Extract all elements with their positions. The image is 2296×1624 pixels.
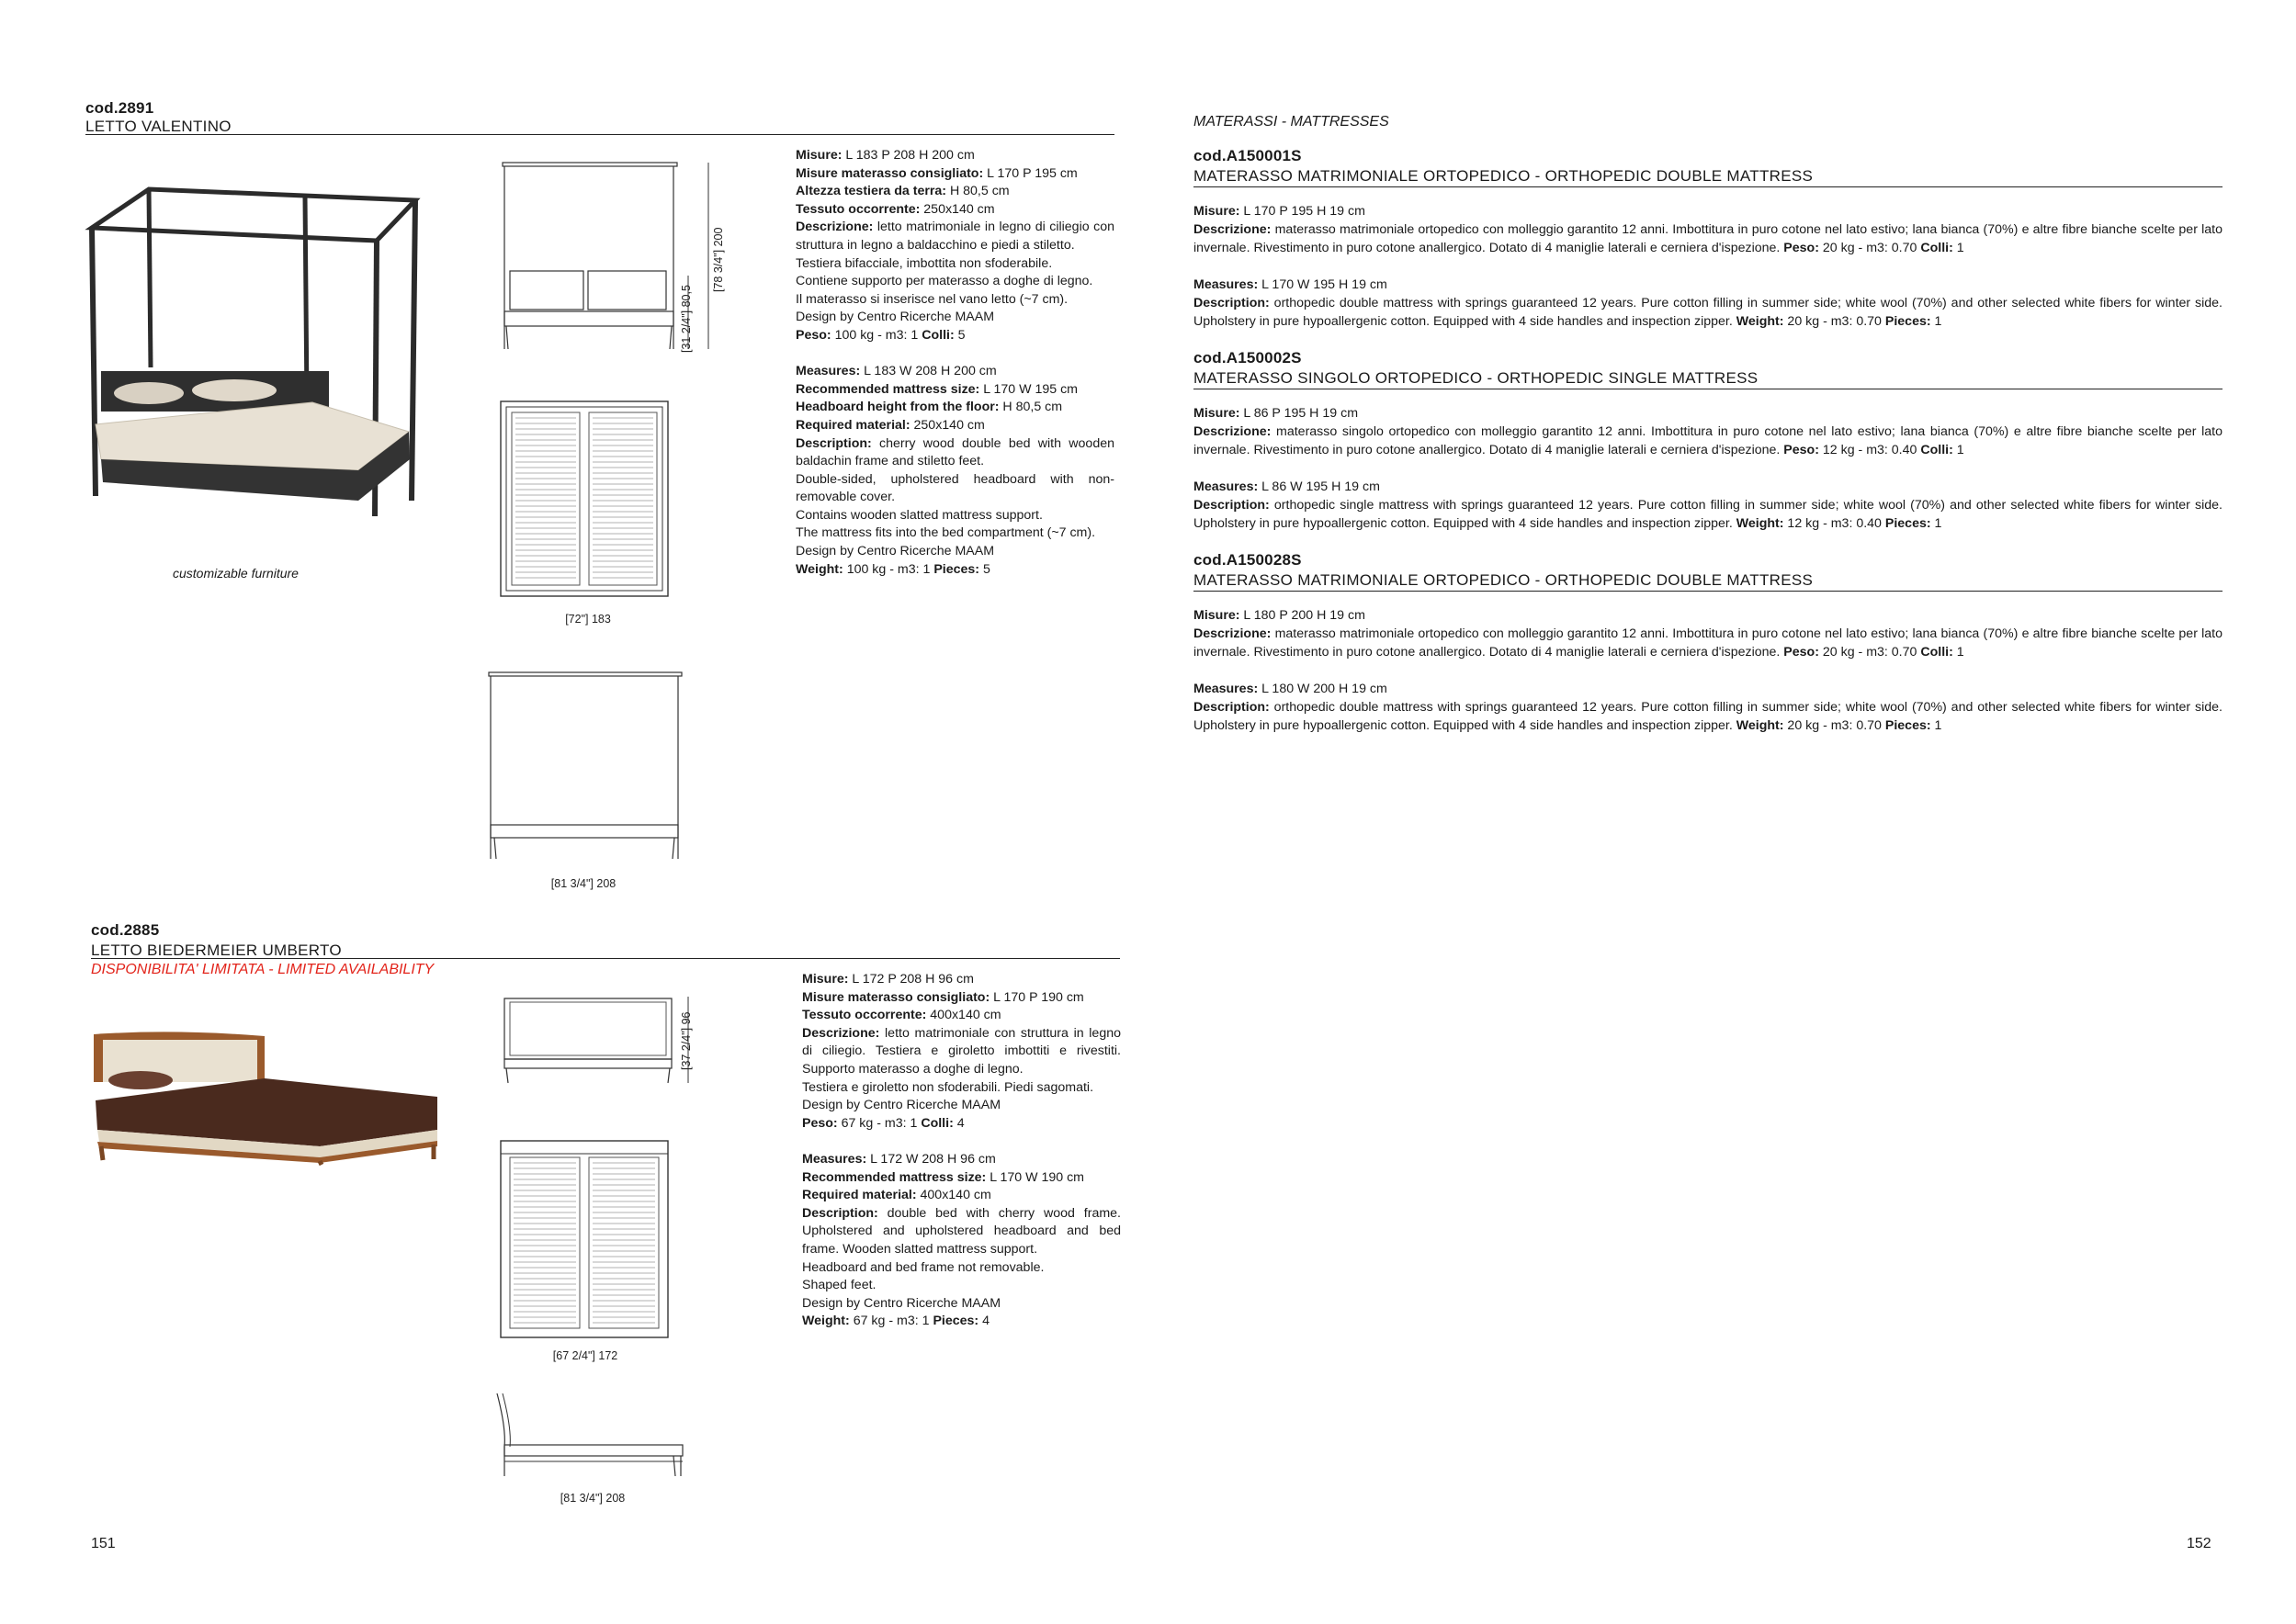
- product2-specs-it: [802, 971, 1121, 1115]
- product1-caption: customizable furniture: [173, 566, 299, 581]
- product2-photo: [90, 1027, 444, 1165]
- spec-line: Required material: 400x140 cm: [802, 1188, 991, 1203]
- mattress-rule: [1193, 591, 2222, 592]
- mattress-item: [1193, 551, 2222, 735]
- product2-dim-length: [81 3/4"] 208: [560, 1492, 626, 1505]
- spec-line: Descrizione: letto matrimoniale in legno di ciliegio con struttura in legno a baldacchino e piedi a stiletto.: [796, 220, 1114, 253]
- spec-line: Misure: L 183 P 208 H 200 cm: [796, 148, 975, 163]
- spec-line: Shaped feet.: [802, 1278, 877, 1293]
- spec-line: Testiera bifacciale, imbottita non sfoderabile.: [796, 255, 1053, 271]
- spec-line: Headboard height from the floor: H 80,5 cm: [796, 400, 1063, 415]
- mattress-item: [1193, 349, 2222, 533]
- spec-line: Measures: L 183 W 208 H 200 cm: [796, 364, 997, 379]
- spec-line: Design by Centro Ricerche MAAM: [802, 1295, 1001, 1311]
- product2-specs-en: [802, 1151, 1121, 1313]
- product1-dim-headboard: [31 2/4"] 80,5: [680, 285, 693, 353]
- spec-line: Tessuto occorrente: 250x140 cm: [796, 201, 995, 217]
- product1-specs-it: [796, 147, 1114, 327]
- page-number-left: 151: [91, 1536, 116, 1551]
- product2-front-drawing: [501, 995, 675, 1087]
- mattress-en: Measures: L 180 W 200 H 19 cm Description: orthopedic double mattress with springs guaranteed 12 years. Pure cotton filling in summer side; white wool (70%) and other selected white fibers for winter side. Upholstery in pure hypoallergenic cotton. Equipped with 4 side handles and inspection zipper. Weight: 20 kg - m3: 0.70 Pieces: 1: [1193, 682, 2222, 733]
- mattress-it: Misure: L 170 P 195 H 19 cm Descrizione: materasso matrimoniale ortopedico con molleggio garantito 12 anni. Imbottitura in puro cotone nel lato estivo; lana bianca (70%) e altre fibre bianche scelte per lato invernale. Rivestimento in puro cotone anallergico. Dotato di 4 maniglie laterali e cerniera d'ispezione. Peso: 20 kg - m3: 0.70 Colli: 1: [1193, 204, 2222, 255]
- spec-line: The mattress fits into the bed compartment (~7 cm).: [796, 525, 1096, 541]
- product1-side-drawing: [487, 671, 684, 863]
- mattress-item: [1193, 147, 2222, 331]
- page-number-right: 152: [2187, 1536, 2211, 1551]
- spec-line: Testiera e giroletto non sfoderabili. Piedi sagomati.: [802, 1079, 1094, 1095]
- product1-dim-height: [78 3/4"] 200: [712, 227, 725, 292]
- section-title: MATERASSI - MATTRESSES: [1193, 114, 1389, 130]
- spec-line: Tessuto occorrente: 400x140 cm: [802, 1008, 1001, 1023]
- spec-line: Il materasso si inserisce nel vano letto (~7 cm).: [796, 291, 1069, 307]
- spec-line: Measures: L 172 W 208 H 96 cm: [802, 1151, 996, 1167]
- mattress-en: Measures: L 86 W 195 H 19 cm Description: orthopedic single mattress with springs guaranteed 12 years. Pure cotton filling in summer side; white wool (70%) and other selected white fibers for winter side. Upholstery in pure hypoallergenic cotton. Equipped with 4 side handles and inspection zipper. Weight: 12 kg - m3: 0.40 Pieces: 1: [1193, 479, 2222, 531]
- spec-line: Misure materasso consigliato: L 170 P 190 cm: [802, 989, 1084, 1005]
- spec-line: Design by Centro Ricerche MAAM: [796, 544, 995, 559]
- product2-plan-drawing: [499, 1139, 673, 1341]
- spec-line: Design by Centro Ricerche MAAM: [796, 310, 995, 325]
- product1-specs-en: [796, 363, 1114, 561]
- product1-rule: [85, 134, 1114, 135]
- product1-dim-length: [81 3/4"] 208: [550, 877, 616, 890]
- mattress-it: Misure: L 86 P 195 H 19 cm Descrizione: materasso singolo ortopedico con molleggio garantito 12 anni. Imbottitura in puro cotone nel lato estivo; lana bianca (70%) e altre fibre bianche scelte per lato invernale. Rivestimento in puro cotone anallergico. Dotato di 4 maniglie laterali e cerniera d'ispezione. Peso: 12 kg - m3: 0.40 Colli: 1: [1193, 406, 2222, 457]
- spec-line: Descrizione: letto matrimoniale con struttura in legno di ciliegio. Testiera e giroletto imbottiti e rivestiti. Supporto materasso a doghe di legno.: [802, 1025, 1121, 1077]
- product1-weight-it: Peso: 100 kg - m3: 1 Colli: 5: [796, 327, 966, 343]
- product2-side-drawing: [493, 1392, 686, 1479]
- product1-photo: [83, 184, 432, 524]
- product2-availability: DISPONIBILITA' LIMITATA - LIMITED AVAILABILITY: [91, 962, 435, 977]
- product1-weight-en: Weight: 100 kg - m3: 1 Pieces: 5: [796, 561, 990, 577]
- mattress-name: MATERASSO MATRIMONIALE ORTOPEDICO - ORTHOPEDIC DOUBLE MATTRESS: [1193, 571, 1814, 589]
- spec-line: Required material: 250x140 cm: [796, 417, 985, 433]
- spec-line: Design by Centro Ricerche MAAM: [802, 1098, 1001, 1113]
- product1-plan-drawing: [499, 400, 673, 602]
- product2-code: cod.2885: [91, 921, 160, 939]
- spec-line: Headboard and bed frame not removable.: [802, 1259, 1045, 1275]
- spec-line: Contains wooden slatted mattress support.: [796, 507, 1043, 523]
- product2-weight-en: Weight: 67 kg - m3: 1 Pieces: 4: [802, 1314, 990, 1329]
- product1-name: LETTO VALENTINO: [85, 118, 232, 135]
- spec-line: Double-sided, upholstered headboard with non-removable cover.: [796, 471, 1114, 505]
- product1-specs: [796, 147, 1114, 579]
- mattress-en: Measures: L 170 W 195 H 19 cm Description: orthopedic double mattress with springs guaranteed 12 years. Pure cotton filling in summer side; white wool (70%) and other selected white fibers for winter side. Upholstery in pure hypoallergenic cotton. Equipped with 4 side handles and inspection zipper. Weight: 20 kg - m3: 0.70 Pieces: 1: [1193, 277, 2222, 329]
- mattress-name: MATERASSO MATRIMONIALE ORTOPEDICO - ORTHOPEDIC DOUBLE MATTRESS: [1193, 167, 1814, 185]
- spec-line: Altezza testiera da terra: H 80,5 cm: [796, 184, 1010, 199]
- spec-line: Contiene supporto per materasso a doghe di legno.: [796, 274, 1093, 289]
- spec-line: Misure materasso consigliato: L 170 P 195 cm: [796, 165, 1078, 181]
- mattress-code: cod.A150001S: [1193, 147, 1302, 164]
- product1-code: cod.2891: [85, 99, 154, 117]
- mattress-name: MATERASSO SINGOLO ORTOPEDICO - ORTHOPEDIC SINGLE MATTRESS: [1193, 369, 1759, 387]
- spec-line: Description: double bed with cherry wood frame. Upholstered and upholstered headboard and bed frame. Wooden slatted mattress support.: [802, 1205, 1121, 1257]
- mattress-code: cod.A150028S: [1193, 551, 1302, 569]
- spec-line: Description: cherry wood double bed with wooden baldachin frame and stiletto feet.: [796, 435, 1114, 469]
- product2-dim-height: [37 2/4"] 96: [680, 1011, 693, 1070]
- mattress-rule: [1193, 186, 2222, 187]
- product1-dim-width: [72"] 183: [565, 613, 611, 626]
- product2-name: LETTO BIEDERMEIER UMBERTO: [91, 942, 342, 959]
- spec-line: Recommended mattress size: L 170 W 195 cm: [796, 381, 1078, 397]
- mattress-it: Misure: L 180 P 200 H 19 cm Descrizione: materasso matrimoniale ortopedico con molleggio garantito 12 anni. Imbottitura in puro cotone nel lato estivo; lana bianca (70%) e altre fibre bianche scelte per lato invernale. Rivestimento in puro cotone anallergico. Dotato di 4 maniglie laterali e cerniera d'ispezione. Peso: 20 kg - m3: 0.70 Colli: 1: [1193, 608, 2222, 660]
- spec-line: Recommended mattress size: L 170 W 190 cm: [802, 1169, 1084, 1185]
- product1-front-drawing: [501, 161, 684, 354]
- product2-rule: [91, 958, 1120, 959]
- product2-specs: [802, 971, 1121, 1331]
- product2-weight-it: Peso: 67 kg - m3: 1 Colli: 4: [802, 1115, 965, 1131]
- mattress-code: cod.A150002S: [1193, 349, 1302, 367]
- product2-dim-width: [67 2/4"] 172: [552, 1349, 618, 1362]
- spec-line: Misure: L 172 P 208 H 96 cm: [802, 972, 974, 987]
